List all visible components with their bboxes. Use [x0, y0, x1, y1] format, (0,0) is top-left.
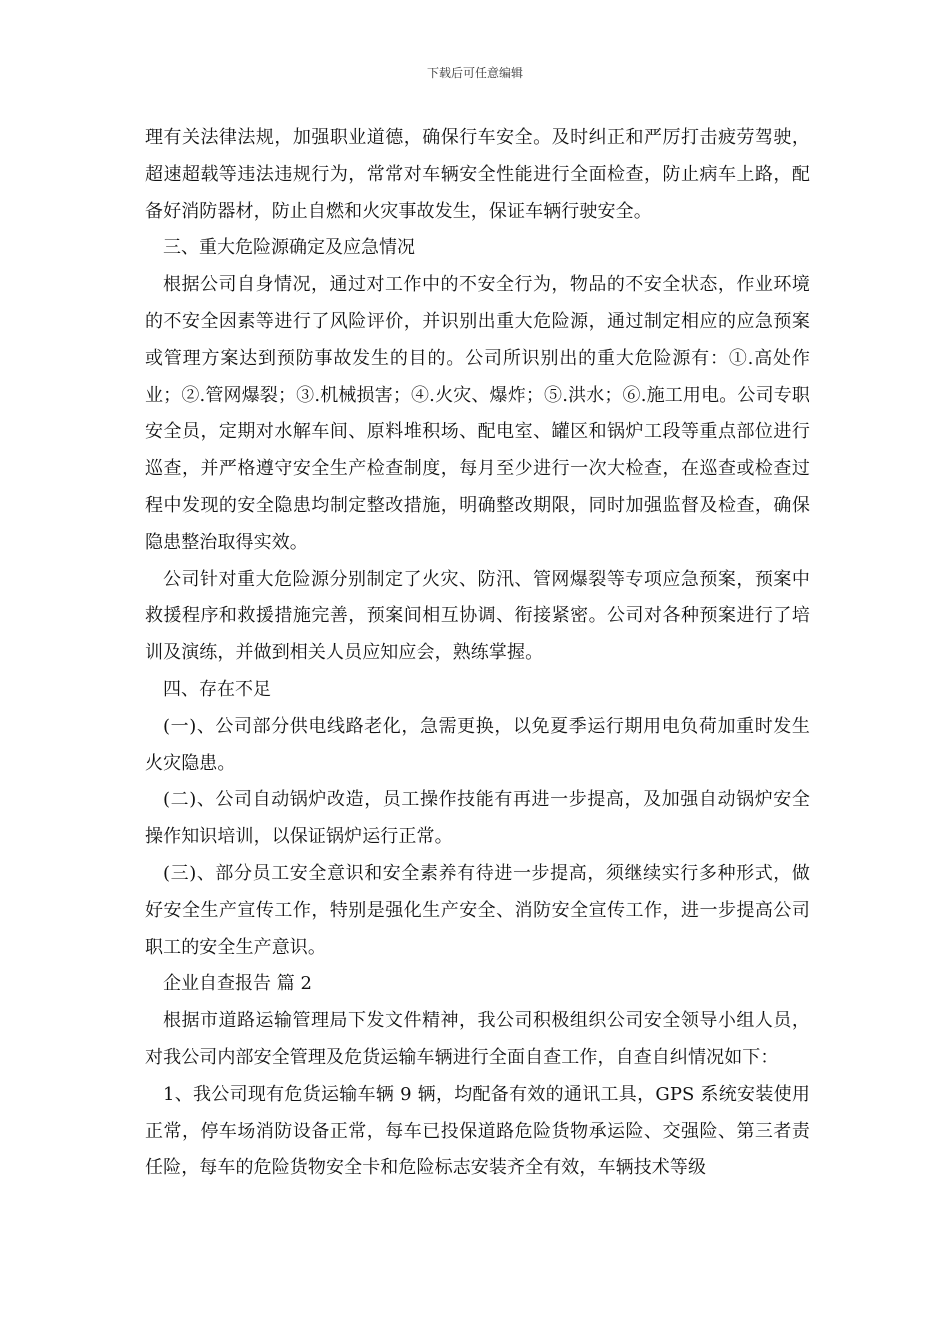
report-heading-part-2: 企业自查报告 篇 2 [163, 973, 312, 995]
paragraph-hazard-identification: 根据公司自身情况，通过对工作中的不安全行为，物品的不安全状态，作业环境的不安全因素等进行了风险评价，并识别出重大危险源，通过制定相应的应急预案或管理方案达到预防事故发生的目的。公司所识别出的重大危险源有：①.高处作业；②.管网爆裂；③.机械损害；④.火灾、爆炸；⑤.洪水；⑥.施工用电。公司专职安全员，定期对水解车间、原料堆积场、配电室、罐区和锅炉工段等重点部位进行巡查，并严格遵守安全生产检查制度，每月至少进行一次大检查，在巡查或检查过程中发现的安全隐患均制定整改措施，明确整改期限，同时加强监督及检查，确保隐患整治取得实效。 [145, 274, 810, 553]
section-heading-shortcomings: 四、存在不足 [163, 678, 271, 700]
paragraph-road-safety: 理有关法律法规，加强职业道德，确保行车安全。及时纠正和严厉打击疲劳驾驶，超速超载等违法违规行为，常常对车辆安全性能进行全面检查，防止病车上路，配备好消防器材，防止自燃和火灾事故发生，保证车辆行驶安全。 [145, 127, 810, 222]
paragraph-self-inspection-intro: 根据市道路运输管理局下发文件精神，我公司积极组织公司安全领导小组人员，对我公司内部安全管理及危货运输车辆进行全面自查工作，自查自纠情况如下： [145, 1010, 810, 1068]
paragraph-vehicles: 1、我公司现有危货运输车辆 9 辆，均配备有效的通讯工具，GPS 系统安装使用正常，停车场消防设备正常，每车已投保道路危险货物承运险、交强险、第三者责任险，每车的危险货物安全卡和危险标志安装齐全有效，车辆技术等级 [145, 1083, 810, 1179]
paragraph-shortcoming-2: (二)、公司自动锅炉改造，员工操作技能有再进一步提高，及加强自动锅炉安全操作知识培训，以保证锅炉运行正常。 [145, 789, 810, 848]
paragraph-emergency-plans: 公司针对重大危险源分别制定了火灾、防汛、管网爆裂等专项应急预案，预案中救援程序和救援措施完善，预案间相互协调、衔接紧密。公司对各种预案进行了培训及演练，并做到相关人员应知应会，熟练掌握。 [145, 568, 810, 664]
section-heading-hazard-sources: 三、重大危险源确定及应急情况 [163, 237, 415, 259]
page-header: 下载后可任意编辑 [426, 66, 523, 80]
paragraph-shortcoming-3: (三)、部分员工安全意识和安全素养有待进一步提高，须继续实行多种形式，做好安全生产宣传工作，特别是强化生产安全、消防安全宣传工作，进一步提高公司职工的安全生产意识。 [145, 862, 810, 958]
document-body [145, 120, 810, 1187]
paragraph-shortcoming-1: (一)、公司部分供电线路老化，急需更换，以免夏季运行期用电负荷加重时发生火灾隐患。 [145, 715, 810, 774]
